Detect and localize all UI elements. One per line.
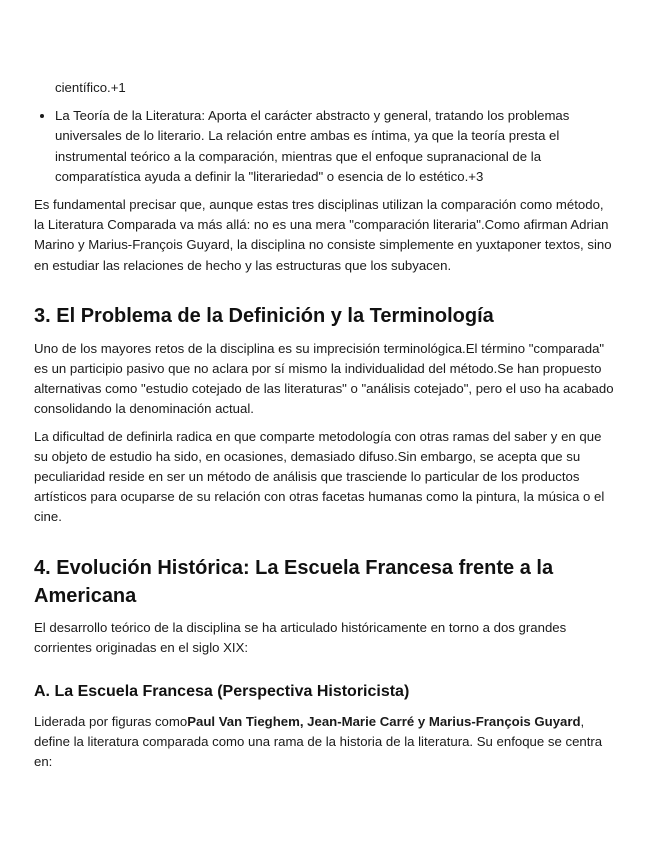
paragraph-development: El desarrollo teórico de la disciplina se ha articulado históricamente en torno a dos grandes corrientes originadas en el siglo XIX: [34,619,567,655]
french-school-rest: , define la literatura comparada como una rama de la historia de la literatura. Su enfoque se centra en: [34,714,603,770]
paragraph-terminology: Uno de los mayores retos de la disciplina es su imprecisión terminológica.El término "comparada" es un participio pasivo que no aclara por sí mismo la individualidad del método.Se han propuesto alternativas como "estudio cotejado de las literaturas" o "análisis cotejado", pero el uso ha acabado consolidando la denominación actual. [34,340,614,417]
french-school-lead: Liderada por figuras como [34,714,188,730]
paragraph-french-school [34,712,615,773]
bullet-continuation: científico.+1 [55,80,126,95]
bullet-list [34,106,615,187]
list-item-teoria: • La Teoría de la Literatura: Aporta el carácter abstracto y general, tratando los problemas universales de lo literario. La relación entre ambas es íntima, ya que la teoría presta el instrumental teórico a la comparación, mientras que el enfoque supranacional de la comparatística ayuda a definir la "literariedad" o esencia de lo estético.+3 [55,106,615,187]
paragraph-difficulty: La dificultad de definirla radica en que comparte metodología con otras ramas del saber y en que su objeto de estudio ha sido, en ocasiones, demasiado difuso.Sin embargo, se acepta que su peculiaridad reside en ser un método de análisis que trasciende lo particular de los productos artísticos para ocuparse de su relación con otras facetas humanas como la pintura, la música o el cine. [34,428,605,525]
french-school-names: Paul Van Tieghem, Jean-Marie Carré y Marius-François Guyard [187,714,581,730]
subsection-heading-french-school: A. La Escuela Francesa (Perspectiva Historicista) [34,683,410,701]
section-heading-definition: 3. El Problema de la Definición y la Terminología [34,304,494,327]
paragraph-comparison-method: Es fundamental precisar que, aunque estas tres disciplinas utilizan la comparación como método, la Literatura Comparada va más allá: no es una mera "comparación literaria".Como afirman Adrian Marino y Marius-François Guyard, la disciplina no consiste simplemente en yuxtaponer textos, sino en estudiar las relaciones de hecho y las estructuras que los subyacen. [34,197,612,273]
section-heading-history: 4. Evolución Histórica: La Escuela Francesa frente a la Americana [34,556,554,607]
